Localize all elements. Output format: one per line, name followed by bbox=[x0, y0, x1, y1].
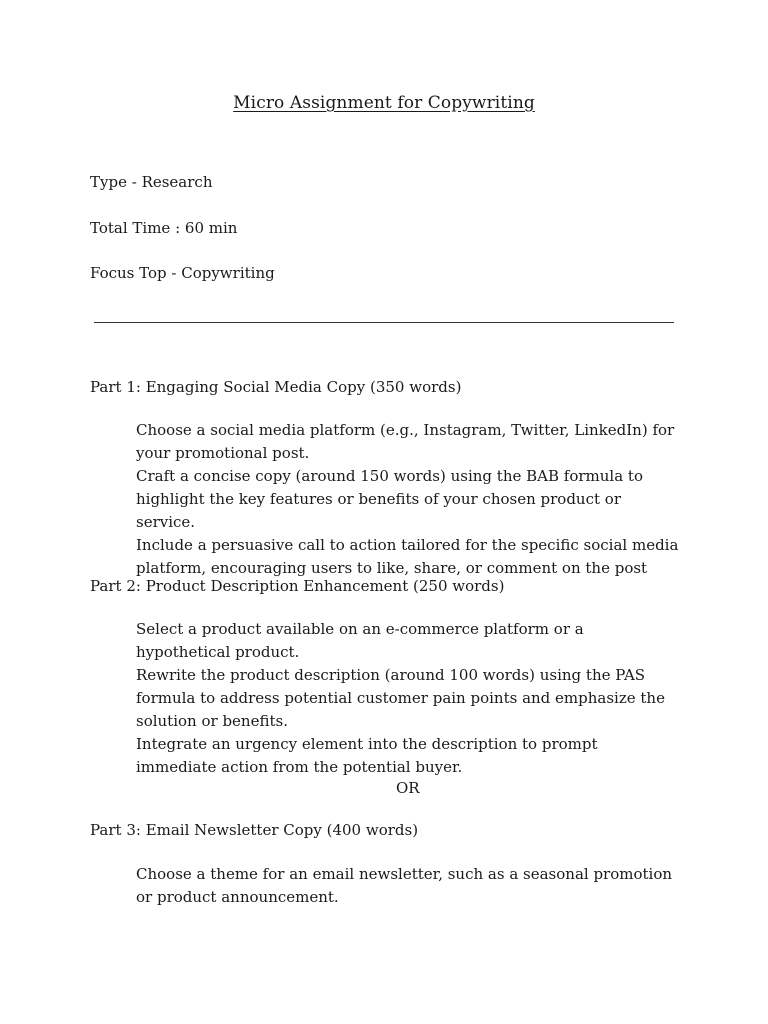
part1-instructions bbox=[136, 419, 681, 580]
document-title: Micro Assignment for Copywriting bbox=[233, 93, 535, 113]
part1-item: Choose a social media platform (e.g., Instagram, Twitter, LinkedIn) for your promotional post. bbox=[136, 421, 675, 462]
part2-item: Rewrite the product description (around 100 words) using the PAS formula to address potential customer pain points and emphasize the solution or benefits. bbox=[136, 666, 665, 730]
part2-item: Select a product available on an e-commerce platform or a hypothetical product. bbox=[136, 620, 584, 661]
meta-focus: Focus Top - Copywriting bbox=[90, 264, 275, 282]
or-separator: OR bbox=[396, 779, 420, 797]
meta-total-time: Total Time : 60 min bbox=[90, 219, 238, 237]
part3-item: Choose a theme for an email newsletter, such as a seasonal promotion or product announcement. bbox=[136, 865, 673, 906]
part3-instructions bbox=[136, 863, 681, 909]
part2-heading: Part 2: Product Description Enhancement (250 words) bbox=[90, 577, 505, 595]
part3-heading: Part 3: Email Newsletter Copy (400 words) bbox=[90, 821, 419, 839]
meta-type: Type - Research bbox=[90, 173, 213, 191]
horizontal-divider bbox=[94, 322, 674, 323]
part2-instructions bbox=[136, 618, 681, 779]
part2-item: Integrate an urgency element into the description to prompt immediate action from the potential buyer. bbox=[136, 735, 598, 776]
part1-item: Include a persuasive call to action tailored for the specific social media platform, encouraging users to like, share, or comment on the post bbox=[136, 536, 679, 577]
part1-heading: Part 1: Engaging Social Media Copy (350 words) bbox=[90, 378, 462, 396]
part1-item: Craft a concise copy (around 150 words) using the BAB formula to highlight the key features or benefits of your chosen product or service. bbox=[136, 467, 643, 531]
